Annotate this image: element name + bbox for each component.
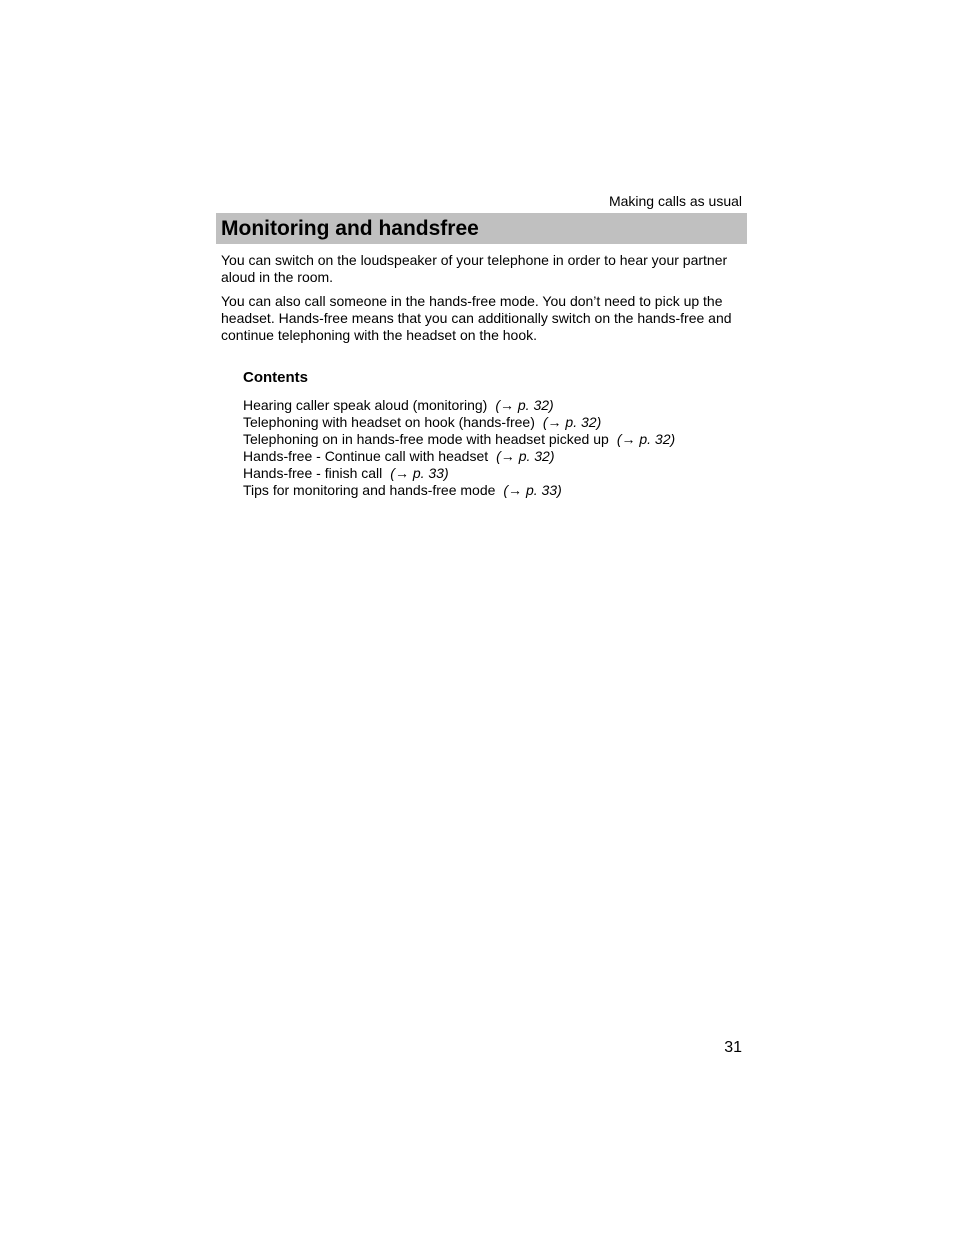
toc-page-ref-link[interactable]: (→ p. 33) (503, 482, 562, 498)
toc-item-label: Tips for monitoring and hands-free mode (243, 482, 496, 498)
intro-paragraph-1: You can switch on the loudspeaker of your telephone in order to hear your partner aloud in the room. (221, 252, 728, 285)
toc-item-headset-picked-up[interactable] (243, 431, 675, 448)
toc-item-label: Hands-free - finish call (243, 465, 383, 481)
toc-item-label: Hearing caller speak aloud (monitoring) (243, 397, 488, 413)
running-header: Making calls as usual (608, 193, 742, 209)
toc-page-ref-link[interactable]: (→ p. 32) (496, 448, 555, 464)
toc-item-label: Telephoning with headset on hook (hands-free) (243, 414, 535, 430)
toc-page-ref-link[interactable]: (→ p. 32) (616, 431, 676, 447)
toc-item-monitoring[interactable] (243, 397, 675, 414)
toc-item-label: Telephoning on in hands-free mode with headset picked up (243, 431, 609, 447)
section-title-bar (216, 213, 747, 244)
contents-heading: Contents (243, 369, 308, 386)
toc-item-tips[interactable] (243, 482, 675, 499)
toc-item-label: Hands-free - Continue call with headset (243, 448, 489, 464)
toc-page-ref-link[interactable]: (→ p. 32) (542, 414, 602, 430)
toc-page-ref-link[interactable]: (→ p. 32) (495, 397, 554, 413)
contents-list (243, 397, 675, 499)
page-number: 31 (724, 1039, 742, 1056)
intro-paragraph-2: You can also call someone in the hands-free mode. You don’t need to pick up the headset. Hands-free means that you can additionally switch on the hands-free and continue telephoning with the headset on the hook. (221, 293, 732, 343)
toc-page-ref-link[interactable]: (→ p. 33) (390, 465, 449, 481)
toc-item-finish-call[interactable] (243, 465, 675, 482)
section-title: Monitoring and handsfree (221, 217, 479, 240)
toc-item-headset-on-hook[interactable] (243, 414, 675, 431)
toc-item-continue-with-headset[interactable] (243, 448, 675, 465)
